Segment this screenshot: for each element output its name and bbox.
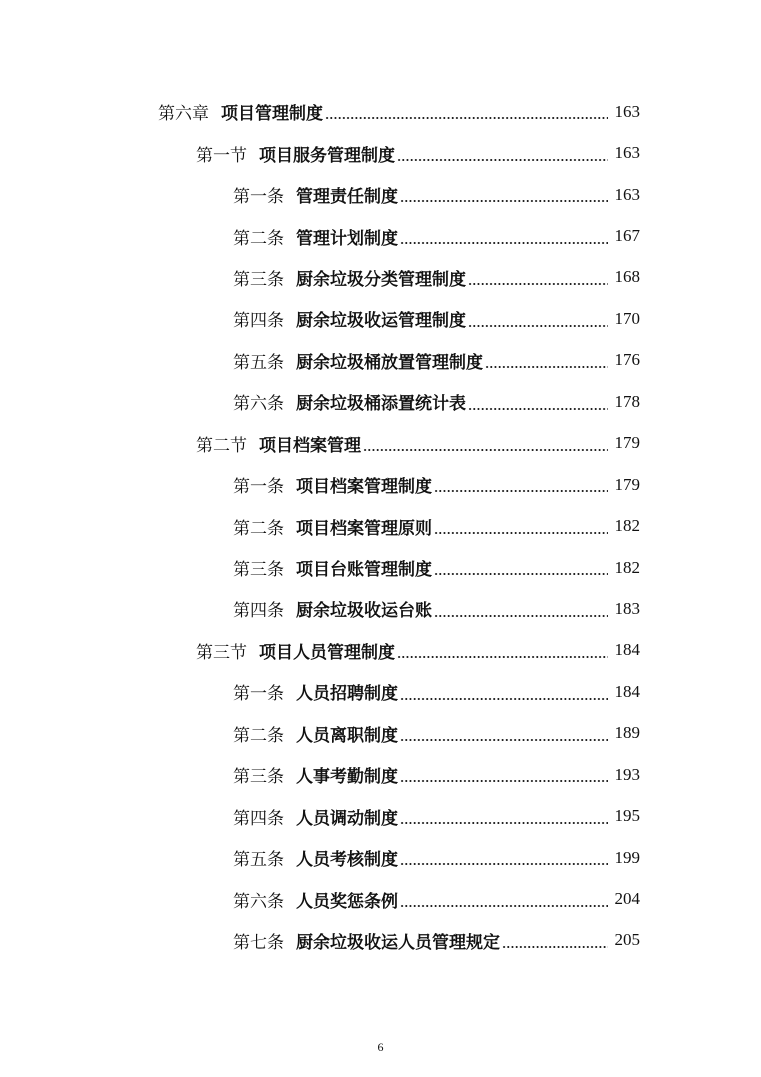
toc-entry-title: 厨余垃圾分类管理制度	[296, 269, 466, 290]
toc-entry-article[interactable]	[0, 837, 761, 878]
dot-leader	[400, 242, 608, 244]
toc-entry-article[interactable]	[0, 257, 761, 298]
toc-entry-label	[196, 141, 395, 166]
toc-entry-article[interactable]	[0, 340, 761, 381]
toc-entry-title: 人员奖惩条例	[296, 891, 398, 912]
toc-entry-number: 第二节	[196, 435, 247, 456]
toc-entry-number: 第六条	[233, 891, 284, 912]
toc-entry-page: 178	[614, 391, 640, 411]
toc-entry-section-2[interactable]	[0, 423, 761, 464]
page-number: 6	[377, 1040, 384, 1054]
toc-entry-label	[233, 265, 466, 290]
toc-entry-title: 厨余垃圾收运人员管理规定	[296, 932, 500, 953]
toc-entry-number: 第七条	[233, 932, 284, 953]
toc-entry-title: 厨余垃圾收运台账	[296, 601, 432, 622]
toc-entry-title: 项目档案管理原则	[296, 518, 432, 539]
toc-entry-title: 人事考勤制度	[296, 767, 398, 788]
toc-entry-number: 第二条	[233, 228, 284, 249]
toc-entry-chapter-6[interactable]	[0, 91, 761, 132]
toc-entry-label	[196, 431, 361, 456]
toc-entry-page: 167	[614, 226, 640, 246]
toc-entry-article[interactable]	[0, 878, 761, 919]
toc-entry-number: 第一条	[233, 187, 284, 208]
toc-entry-number: 第一节	[196, 145, 247, 166]
dot-leader	[468, 283, 608, 285]
toc-entry-page: 182	[614, 557, 640, 577]
toc-entry-label	[233, 389, 466, 414]
toc-entry-label	[233, 762, 398, 787]
toc-entry-page: 199	[614, 847, 640, 867]
toc-entry-label	[233, 555, 432, 580]
toc-entry-number: 第四条	[233, 311, 284, 332]
toc-entry-page: 193	[614, 764, 640, 784]
toc-entry-label	[233, 348, 483, 373]
toc-entry-title: 人员考核制度	[296, 850, 398, 871]
toc-entry-title: 厨余垃圾桶添置统计表	[296, 394, 466, 415]
toc-entry-label	[233, 928, 500, 953]
toc-entry-number: 第六条	[233, 394, 284, 415]
dot-leader	[400, 739, 608, 741]
toc-entry-title: 管理计划制度	[296, 228, 398, 249]
toc-entry-label	[233, 224, 398, 249]
toc-entry-article[interactable]	[0, 795, 761, 836]
toc-entry-page: 163	[614, 143, 640, 163]
toc-entry-label	[233, 679, 398, 704]
dot-leader	[397, 159, 608, 161]
toc-entry-article[interactable]	[0, 754, 761, 795]
toc-entry-label	[196, 638, 395, 663]
toc-entry-label	[233, 887, 398, 912]
dot-leader	[363, 449, 608, 451]
toc-entry-article[interactable]	[0, 215, 761, 256]
toc-entry-page: 179	[614, 433, 640, 453]
dot-leader	[434, 490, 608, 492]
dot-leader	[400, 905, 608, 907]
toc-entry-article[interactable]	[0, 505, 761, 546]
toc-entry-section-1[interactable]	[0, 132, 761, 173]
dot-leader	[434, 615, 608, 617]
toc-entry-page: 189	[614, 723, 640, 743]
toc-entry-page: 176	[614, 350, 640, 370]
dot-leader	[400, 863, 608, 865]
toc-entry-number: 第五条	[233, 850, 284, 871]
toc-entry-title: 项目台账管理制度	[296, 560, 432, 581]
toc-entry-label	[233, 472, 432, 497]
toc-entry-title: 项目服务管理制度	[259, 145, 395, 166]
toc-entry-title: 人员离职制度	[296, 725, 398, 746]
dot-leader	[325, 117, 608, 119]
toc-entry-article[interactable]	[0, 298, 761, 339]
toc-entry-article[interactable]	[0, 381, 761, 422]
toc-entry-title: 项目人员管理制度	[259, 642, 395, 663]
toc-entry-number: 第一条	[233, 477, 284, 498]
toc-entry-article[interactable]	[0, 671, 761, 712]
toc-entry-page: 163	[614, 101, 640, 121]
toc-entry-title: 管理责任制度	[296, 187, 398, 208]
toc-entry-page: 163	[614, 184, 640, 204]
dot-leader	[400, 698, 608, 700]
toc-entry-page: 182	[614, 516, 640, 536]
toc-entry-title: 人员调动制度	[296, 808, 398, 829]
toc-entry-title: 厨余垃圾桶放置管理制度	[296, 352, 483, 373]
toc-entry-title: 项目管理制度	[221, 104, 323, 125]
toc-entry-label	[233, 306, 466, 331]
toc-entry-label	[158, 99, 323, 124]
toc-entry-page: 195	[614, 806, 640, 826]
toc-entry-article[interactable]	[0, 464, 761, 505]
toc-entry-number: 第四条	[233, 808, 284, 829]
dot-leader	[434, 573, 608, 575]
toc-entry-label	[233, 845, 398, 870]
toc-entry-label	[233, 514, 432, 539]
toc-entry-article[interactable]	[0, 547, 761, 588]
dot-leader	[400, 780, 608, 782]
toc-entry-number: 第三条	[233, 560, 284, 581]
dot-leader	[400, 822, 608, 824]
toc-entry-page: 205	[614, 930, 640, 950]
toc-entry-title: 厨余垃圾收运管理制度	[296, 311, 466, 332]
toc-entry-section-3[interactable]	[0, 630, 761, 671]
toc-entry-number: 第三条	[233, 767, 284, 788]
toc-entry-label	[233, 182, 398, 207]
toc-entry-page: 168	[614, 267, 640, 287]
toc-entry-number: 第一条	[233, 684, 284, 705]
dot-leader	[468, 408, 608, 410]
toc-entry-article[interactable]	[0, 713, 761, 754]
toc-entry-number: 第三节	[196, 642, 247, 663]
dot-leader	[400, 200, 608, 202]
toc-entry-page: 179	[614, 474, 640, 494]
toc-entry-title: 项目档案管理	[259, 435, 361, 456]
dot-leader	[485, 366, 608, 368]
toc-entry-number: 第二条	[233, 518, 284, 539]
toc-entry-page: 204	[614, 889, 640, 909]
toc-entry-article[interactable]	[0, 174, 761, 215]
dot-leader	[434, 532, 608, 534]
toc-entry-label	[233, 804, 398, 829]
toc-entry-page: 184	[614, 681, 640, 701]
toc-entry-page: 170	[614, 308, 640, 328]
toc-entry-number: 第五条	[233, 352, 284, 373]
toc-entry-number: 第六章	[158, 104, 209, 125]
toc-entry-title: 项目档案管理制度	[296, 477, 432, 498]
toc-entry-number: 第三条	[233, 269, 284, 290]
toc-entry-number: 第四条	[233, 601, 284, 622]
toc-entry-article[interactable]	[0, 920, 761, 961]
dot-leader	[468, 325, 608, 327]
dot-leader	[397, 656, 608, 658]
toc-entry-article[interactable]	[0, 588, 761, 629]
table-of-contents	[0, 91, 761, 961]
dot-leader	[502, 946, 608, 948]
toc-entry-page: 183	[614, 598, 640, 618]
toc-entry-label	[233, 721, 398, 746]
toc-entry-label	[233, 596, 432, 621]
toc-entry-title: 人员招聘制度	[296, 684, 398, 705]
toc-entry-number: 第二条	[233, 725, 284, 746]
toc-entry-page: 184	[614, 640, 640, 660]
